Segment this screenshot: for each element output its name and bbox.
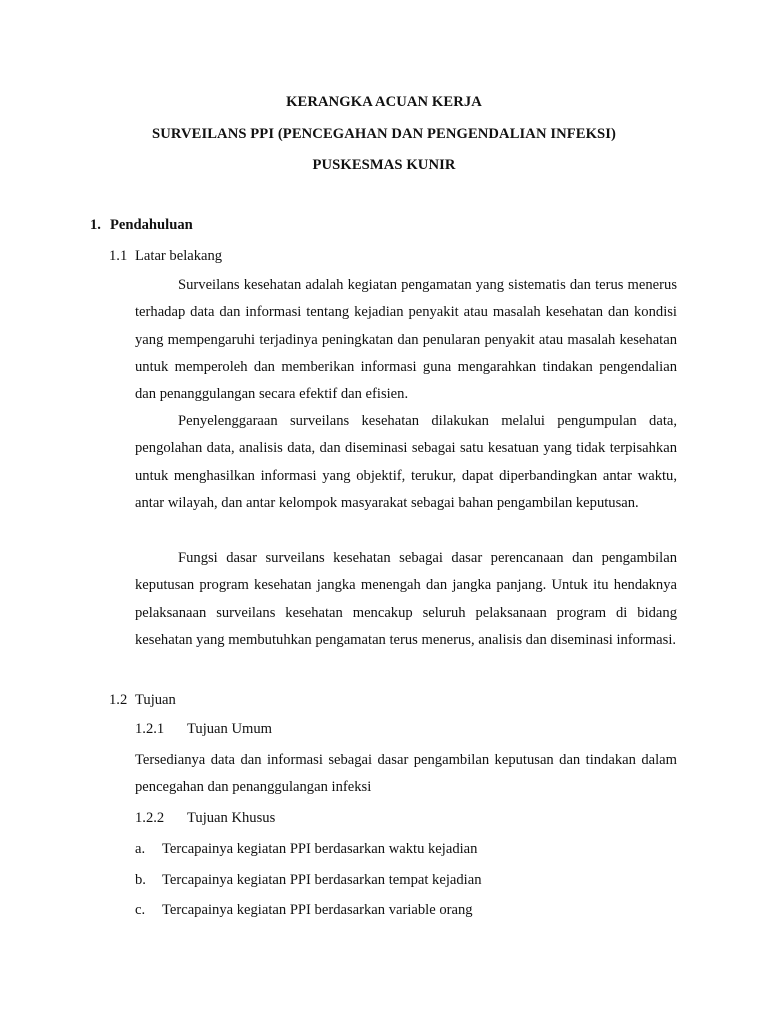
list-item (135, 902, 473, 919)
subsubsection-title: Tujuan Umum (187, 721, 273, 737)
list-item-letter: b. (135, 872, 146, 888)
list-item (135, 872, 482, 889)
paragraph-latar-belakang-2: Penyelenggaraan surveilans kesehatan dilakukan melalui pengumpulan data, pengolahan data, analisis data, dan diseminasi sebagai satu kesatuan yang tidak terpisahkan untuk menghasilkan informasi yang objektif, terukur, dapat diperbandingkan antar waktu, antar wilayah, dan antar kelompok masyarakat sebagai bahan pengambilan keputusan. (135, 413, 677, 511)
subsection-title: Tujuan (135, 692, 176, 708)
list-item-letter: c. (135, 902, 146, 918)
document-title-line-2: SURVEILANS PPI (PENCEGAHAN DAN PENGENDALIAN INFEKSI) (151, 126, 617, 142)
subsubsection-number: 1.2.2 (135, 810, 165, 826)
subsection-heading-tujuan (109, 692, 176, 709)
document-title-line-1: KERANGKA ACUAN KERJA (286, 94, 482, 110)
document-title-line-3: PUSKESMAS KUNIR (312, 157, 456, 173)
subsubsection-heading-tujuan-umum (135, 721, 272, 738)
list-item-letter: a. (135, 841, 146, 857)
subsubsection-number: 1.2.1 (135, 721, 165, 737)
paragraph-tujuan-umum: Tersedianya data dan informasi sebagai dasar pengambilan keputusan dan tindakan dalam pencegahan dan penanggulangan infeksi (135, 752, 677, 795)
list-item-text: Tercapainya kegiatan PPI berdasarkan waktu kejadian (162, 841, 478, 857)
list-item-text: Tercapainya kegiatan PPI berdasarkan variable orang (162, 902, 473, 918)
subsubsection-heading-tujuan-khusus (135, 810, 275, 827)
subsubsection-title: Tujuan Khusus (187, 810, 276, 826)
subsection-title: Latar belakang (135, 248, 223, 264)
paragraph-latar-belakang-3: Fungsi dasar surveilans kesehatan sebagai dasar perencanaan dan pengambilan keputusan program kesehatan jangka menengah dan jangka panjang. Untuk itu hendaknya pelaksanaan surveilans kesehatan mencakup seluruh pelaksanaan program di bidang kesehatan yang membutuhkan pengamatan terus menerus, analisis dan diseminasi informasi. (135, 550, 677, 648)
subsection-number: 1.2 (109, 692, 128, 708)
list-item-text: Tercapainya kegiatan PPI berdasarkan tempat kejadian (162, 872, 482, 888)
section-number: 1. (90, 217, 101, 233)
list-item (135, 841, 477, 858)
subsection-heading-latar-belakang (109, 248, 222, 265)
subsection-number: 1.1 (109, 248, 128, 264)
section-title: Pendahuluan (110, 217, 193, 233)
paragraph-latar-belakang-1: Surveilans kesehatan adalah kegiatan pengamatan yang sistematis dan terus menerus terhadap data dan informasi tentang kejadian penyakit atau masalah kesehatan dan kondisi yang mempengaruhi terjadinya peningkatan dan penularan penyakit atau masalah kesehatan untuk memperoleh dan memberikan informasi guna mengarahkan tindakan pengendalian dan penanggulangan secara efektif dan efisien. (135, 277, 677, 403)
section-heading-pendahuluan (90, 217, 193, 234)
